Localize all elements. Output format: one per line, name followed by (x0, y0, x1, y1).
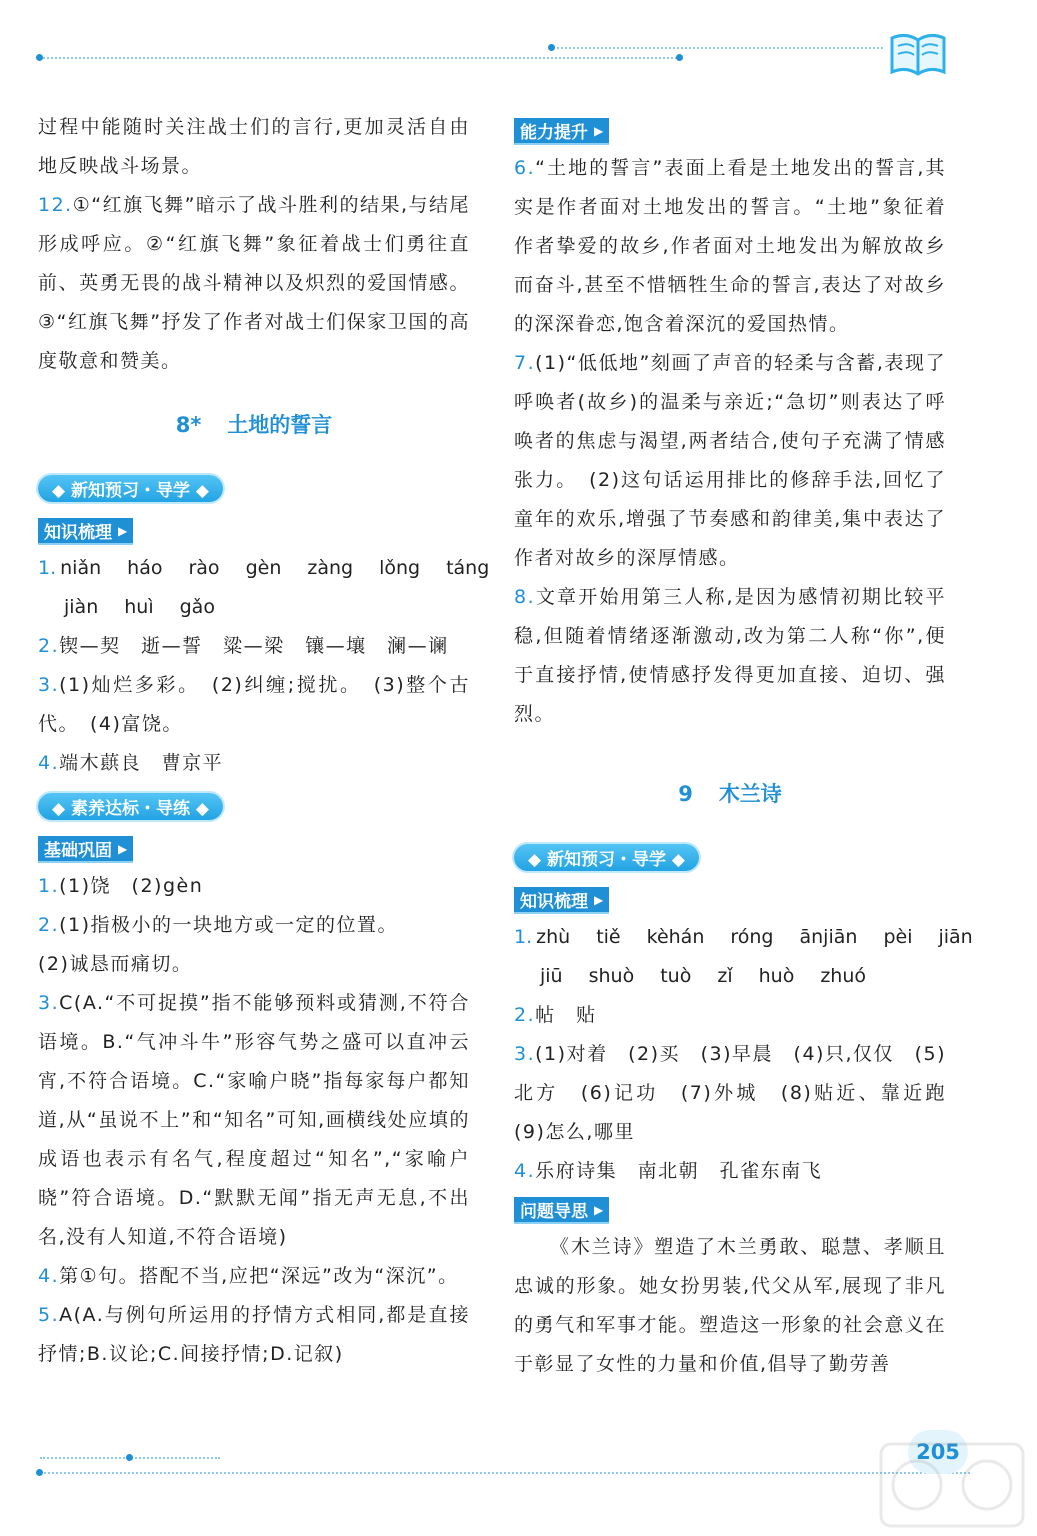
pinyin-word: gèn (245, 557, 282, 579)
answer-number: 3. (38, 674, 60, 696)
pinyin-word: táng (446, 557, 490, 579)
pinyin-line-1 (536, 926, 999, 948)
pinyin-word: huò (758, 965, 795, 987)
lesson-number: 9 (678, 782, 693, 806)
section-tag-questions (514, 1197, 609, 1224)
pinyin-word: gǎo (179, 596, 215, 618)
basic-2 (38, 906, 470, 945)
mulan-2 (514, 996, 946, 1035)
ability-7 (514, 344, 946, 578)
answer-text: (1)“低低地”刻画了声音的轻柔与含蓄,表现了呼唤者(故乡)的温柔与亲近;“急切”则表达了呼唤者的焦虑与渴望,两者结合,使句子充满了情感张力。 (2)这句话运用排比的修辞手法,回忆了童年的欢乐,增强了节奏感和韵律美,集中表达了作者对故乡的深厚情感。 (514, 352, 946, 569)
open-book-icon (888, 30, 948, 78)
pinyin-word: jiū (540, 965, 563, 987)
basic-2-part-2: (2)诚恳而痛切。 (38, 953, 193, 975)
answer-number: 1. (38, 875, 60, 897)
answer-number: 4. (38, 752, 60, 774)
lesson-title-9 (514, 778, 946, 808)
tag-label: 知识梳理 (44, 523, 112, 543)
answer-text: (1)灿烂多彩。 (2)纠缠;搅扰。 (3)整个古代。 (4)富饶。 (38, 674, 470, 735)
answer-text: (1)饶 (2)gèn (59, 875, 204, 897)
mulan-3 (514, 1035, 967, 1152)
pinyin-word: pèi (883, 926, 913, 948)
mulan-discussion: 《木兰诗》塑造了木兰勇敢、聪慧、孝顺且忠诚的形象。她女扮男装,代父从军,展现了非凡的勇气和军事才能。塑造这一形象的社会意义在于彰显了女性的力量和价值,倡导了勤劳善 (514, 1236, 946, 1375)
answer-text: ①“红旗飞舞”暗示了战斗胜利的结果,与结尾形成呼应。②“红旗飞舞”象征着战士们勇往直前、英勇无畏的战斗精神以及炽烈的爱国情感。③“红旗飞舞”抒发了作者对战士们保家卫国的高度敬意和赞美。 (38, 194, 470, 372)
header-dot (676, 54, 683, 61)
answer-number: 2. (38, 914, 60, 936)
pinyin-word: huì (124, 596, 154, 618)
mulan-4 (514, 1152, 946, 1191)
pinyin-word: zhuó (820, 965, 867, 987)
answer-text: 帖 贴 (535, 1004, 597, 1026)
pinyin-line-2 (540, 965, 892, 987)
header-dot (548, 44, 555, 51)
answer-text: 端木蕻良 曹京平 (59, 752, 224, 774)
play-arrow-icon: ▶ (594, 123, 604, 138)
section-tag-knowledge (38, 518, 133, 545)
tag-label: 问题导思 (520, 1202, 588, 1222)
pinyin-word: zǐ (717, 965, 733, 987)
watermark-logo (877, 1440, 1027, 1530)
pinyin-word: kèhán (646, 926, 705, 948)
basic-5 (38, 1296, 470, 1374)
answer-number: 6. (514, 157, 536, 179)
section-banner-preview-2: ◆ 新知预习・导学 ◆ (514, 844, 699, 871)
play-arrow-icon: ▶ (594, 1202, 604, 1217)
pinyin-word: rào (188, 557, 220, 579)
mulan-1-pinyin (514, 918, 973, 957)
play-arrow-icon: ▶ (118, 841, 128, 856)
answer-text: 文章开始用第三人称,是因为感情初期比较平稳,但随着情绪逐渐激动,改为第二人称“你”,便于直接抒情,使情感抒发得更加直接、迫切、强烈。 (514, 586, 946, 725)
answer-3 (38, 666, 470, 744)
pinyin-word: jiān (938, 926, 973, 948)
basic-4 (38, 1257, 470, 1296)
footer-dot (36, 1469, 43, 1476)
answer-number: 4. (514, 1160, 536, 1182)
answer-number: 8. (514, 586, 536, 608)
play-arrow-icon: ▶ (594, 892, 604, 907)
pinyin-line-2 (64, 596, 241, 618)
pinyin-word: háo (127, 557, 163, 579)
answer-number: 12. (38, 194, 73, 216)
answer-number: 3. (514, 1043, 536, 1065)
pinyin-word: róng (730, 926, 774, 948)
answer-1-pinyin-cont (38, 588, 470, 627)
answer-2 (38, 627, 470, 666)
answer-number: 7. (514, 352, 536, 374)
answer-text: 第①句。搭配不当,应把“深远”改为“深沉”。 (59, 1265, 459, 1287)
pinyin-word: ānjiān (799, 926, 858, 948)
play-arrow-icon: ▶ (118, 523, 128, 538)
ability-8 (514, 578, 946, 734)
tag-label: 基础巩固 (44, 841, 112, 861)
pinyin-word: niǎn (60, 557, 102, 579)
answer-number: 1. (514, 926, 533, 948)
header-dot (36, 54, 43, 61)
answer-number: 3. (38, 992, 60, 1014)
header-dotted-line-2 (553, 47, 883, 49)
basic-3 (38, 984, 470, 1257)
pinyin-word: lǒng (379, 557, 421, 579)
answer-text: “土地的誓言”表面上看是土地发出的誓言,其实是作者面对土地发出的誓言。“土地”象征着作者挚爱的故乡,作者面对土地发出为解放故乡而奋斗,甚至不惜牺牲生命的誓言,表达了对故乡的深深眷恋,饱含着深沉的爱国热情。 (514, 157, 946, 335)
pinyin-word: zàng (307, 557, 354, 579)
pinyin-line-1 (60, 557, 515, 579)
lesson-name: 土地的誓言 (227, 413, 333, 437)
answer-text: 乐府诗集 南北朝 孔雀东南飞 (535, 1160, 823, 1182)
answer-number: 5. (38, 1304, 60, 1326)
lesson-number: 8* (175, 413, 202, 437)
answer-text: (1)指极小的一块地方或一定的位置。 (59, 914, 399, 936)
left-column (38, 108, 490, 1374)
section-banner-preview: ◆ 新知预习・导学 ◆ (38, 475, 223, 502)
section-tag-basics (38, 836, 133, 863)
footer-dotted-line (40, 1472, 970, 1474)
tag-label: 知识梳理 (520, 892, 588, 912)
continued-paragraph: 过程中能随时关注战士们的言行,更加灵活自由地反映战斗场景。 (38, 116, 470, 177)
section-tag-knowledge-2 (514, 887, 609, 914)
answer-text: C(A.“不可捉摸”指不能够预料或猜测,不符合语境。B.“气冲斗牛”形容气势之盛可以直冲云宵,不符合语境。C.“家喻户晓”指每家每户都知道,从“虽说不上”和“知名”可知,画横线处应填的成语也表示有名气,程度超过“知名”,“家喻户晓”符合语境。D.“默默无闻”指无声无息,不出名,没有人知道,不符合语境) (38, 992, 470, 1248)
answer-number: 2. (38, 635, 60, 657)
answer-text: A(A.与例句所运用的抒情方式相同,都是直接抒情;B.议论;C.间接抒情;D.记叙) (38, 1304, 470, 1365)
section-tag-ability (514, 118, 609, 145)
pinyin-word: tiě (596, 926, 621, 948)
pinyin-word: tuò (660, 965, 692, 987)
right-column (514, 108, 973, 1384)
section-banner-practice: ◆ 素养达标・导练 ◆ (38, 793, 223, 820)
page-number: 205 (908, 1430, 968, 1474)
answer-text: 锲—契 逝—誓 粱—梁 镶—壤 澜—谰 (59, 635, 449, 657)
lesson-title-8 (38, 409, 470, 439)
answer-number: 1. (38, 557, 57, 579)
tag-label: 能力提升 (520, 123, 588, 143)
pinyin-word: shuò (588, 965, 635, 987)
footer-dot (126, 1454, 133, 1461)
pinyin-word: jiàn (64, 596, 99, 618)
mulan-1-pinyin-cont (514, 957, 946, 996)
pinyin-word: zhù (536, 926, 571, 948)
answer-number: 4. (38, 1265, 60, 1287)
lesson-name: 木兰诗 (718, 782, 782, 806)
answer-text: (1)对着 (2)买 (3)早晨 (4)只,仅仅 (5)北方 (6)记功 (7)外城 (8)贴近、靠近跑 (9)怎么,哪里 (514, 1043, 967, 1143)
header-dotted-line (40, 57, 680, 59)
answer-4 (38, 744, 470, 783)
answer-1-pinyin (38, 549, 490, 588)
basic-1 (38, 867, 470, 906)
answer-number: 2. (514, 1004, 536, 1026)
answer-12 (38, 186, 470, 381)
ability-6 (514, 149, 946, 344)
